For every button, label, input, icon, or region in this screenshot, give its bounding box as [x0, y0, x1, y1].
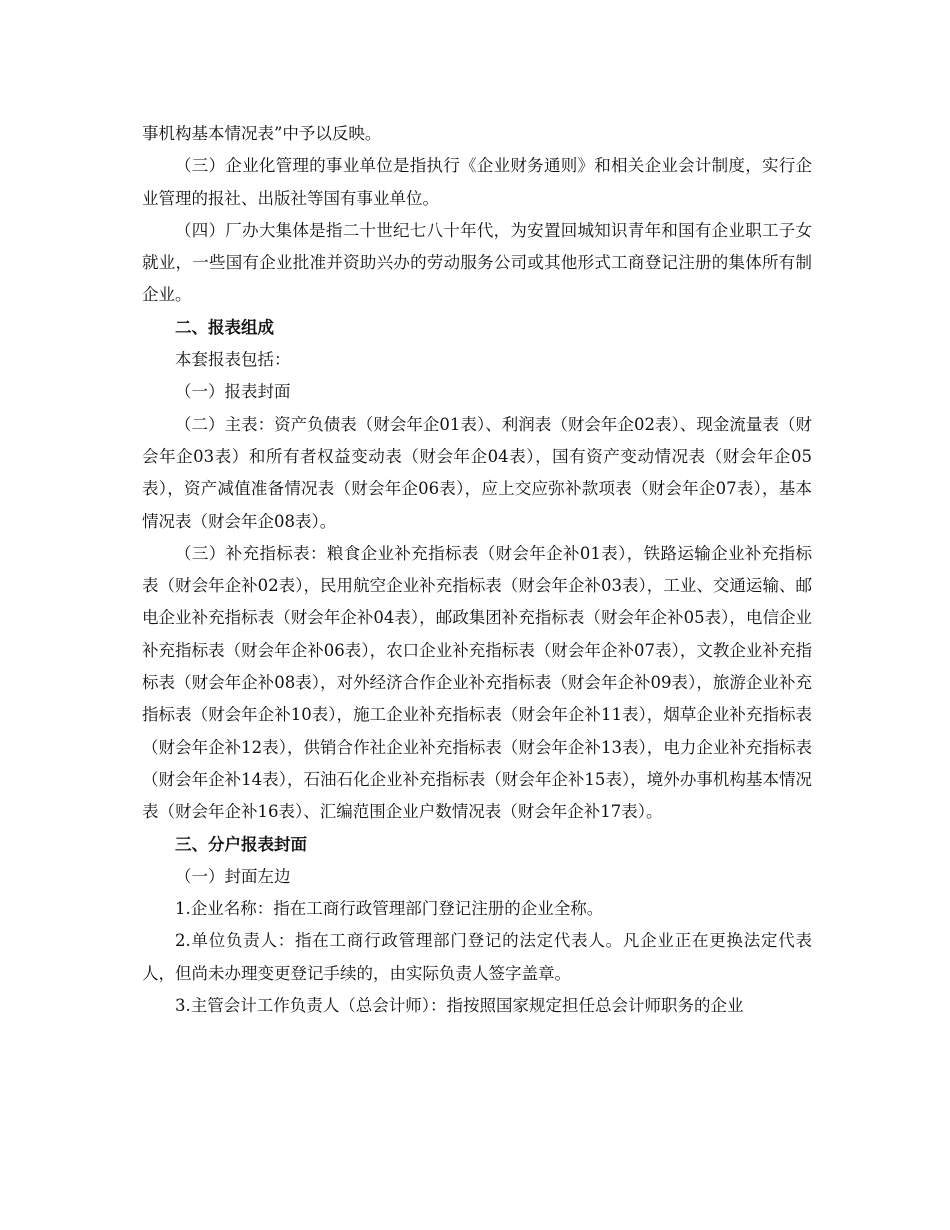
- paragraph-continuation: 事机构基本情况表”中予以反映。: [142, 124, 382, 143]
- paragraph-chief-accountant: 3.主管会计工作负责人（总会计师）：指按照国家规定担任总会计师职务的企业: [175, 996, 744, 1016]
- paragraph-unit-head: 2.单位负责人：指在工商行政管理部门登记的法定代表人。凡企业正在更换法定代表人，但尚未办理变更登记手续的，由实际负责人签字盖章。: [142, 931, 812, 983]
- paragraph-supplementary-tables: （三）补充指标表：粮食企业补充指标表（财会年企补01表），铁路运输企业补充指标表（财会年企补02表），民用航空企业补充指标表（财会年企补03表），工业、交通运输、邮电企业补充指标表（财会年企补04表），邮政集团补充指标表（财会年企补05表），电信企业补充指标表（财会年企补06表），农口企业补充指标表（财会年企补07表），文教企业补充指标表（财会年企补08表），对外经济合作企业补充指标表（财会年企补09表），旅游企业补充指标表（财会年企补10表），施工企业补充指标表（财会年企补11表），烟草企业补充指标表（财会年企补12表），供销合作社企业补充指标表（财会年企补13表），电力企业补充指标表（财会年企补14表），石油石化企业补充指标表（财会年企补15表），境外办事机构基本情况表（财会年企补16表）、汇编范围企业户数情况表（财会年企补17表）。: [142, 543, 812, 822]
- paragraph-report-cover: （一）报表封面: [175, 382, 291, 402]
- paragraph-report-includes: 本套报表包括：: [175, 350, 291, 370]
- paragraph-cover-left: （一）封面左边: [175, 866, 291, 886]
- paragraph-enterprise-name: 1.企业名称：指在工商行政管理部门登记注册的企业全称。: [175, 899, 604, 919]
- section-heading-report-composition: 二、报表组成: [175, 317, 274, 337]
- paragraph-public-institutions: （三）企业化管理的事业单位是指执行《企业财务通则》和相关企业会计制度，实行企业管理的报社、出版社等国有事业单位。: [142, 156, 812, 208]
- paragraph-main-tables: （二）主表：资产负债表（财会年企01表）、利润表（财会年企02表）、现金流量表（财会年企03表）和所有者权益变动表（财会年企04表），国有资产变动情况表（财会年企05表），资产减值准备情况表（财会年企06表），应上交应弥补款项表（财会年企07表），基本情况表（财会年企08表）。: [142, 414, 812, 531]
- paragraph-factory-collectives: （四）厂办大集体是指二十世纪七八十年代，为安置回城知识青年和国有企业职工子女就业，一些国有企业批准并资助兴办的劳动服务公司或其他形式工商登记注册的集体所有制企业。: [142, 220, 812, 305]
- section-heading-household-cover: 三、分户报表封面: [175, 834, 307, 854]
- document-page: [142, 118, 812, 1022]
